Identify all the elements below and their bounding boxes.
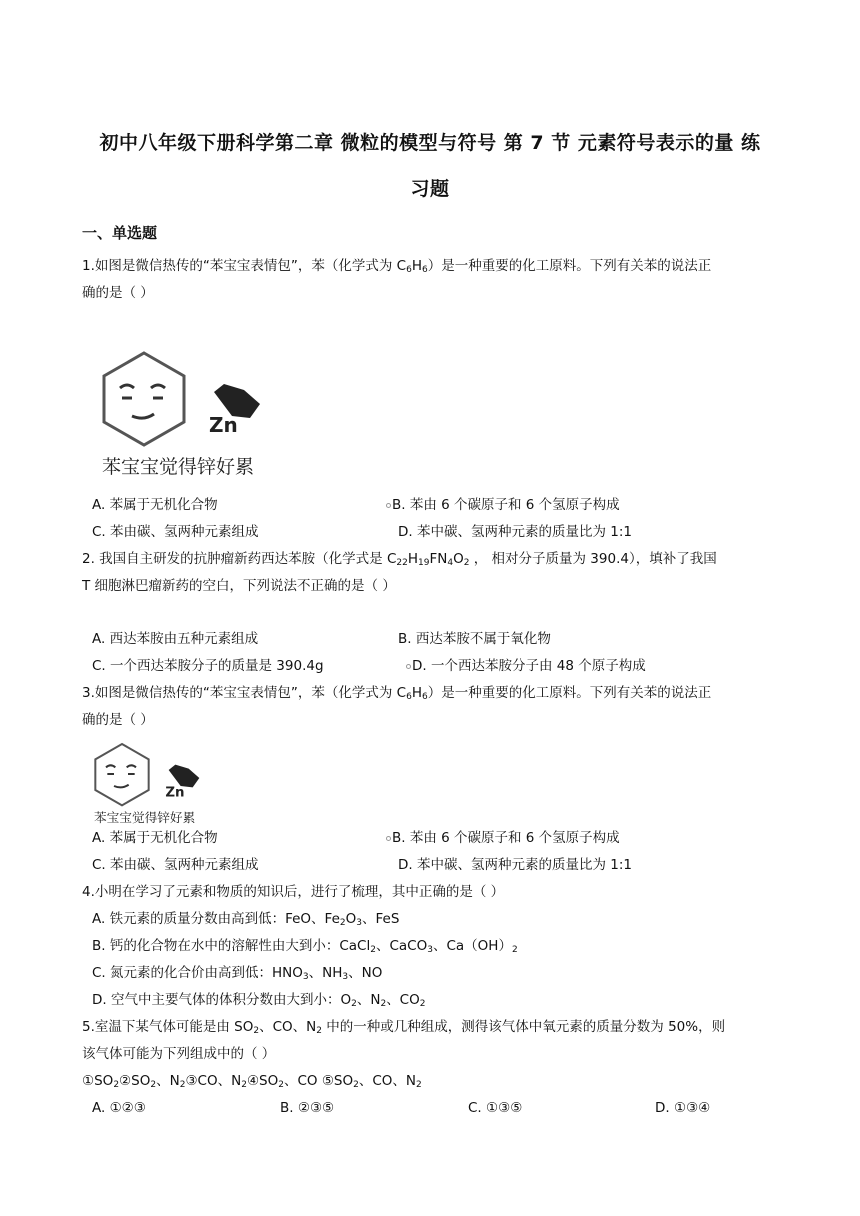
svg-text:苯宝宝觉得锌好累: 苯宝宝觉得锌好累 bbox=[102, 456, 255, 478]
q4-stem: 4.小明在学习了元素和物质的知识后，进行了梳理，其中正确的是（ ） bbox=[82, 884, 505, 900]
svg-text:Zn: Zn bbox=[209, 413, 238, 437]
q3-stem-line-1: 3.如图是微信热传的“苯宝宝表情包”，苯（化学式为 $C_6H_6$）是一种重要的化工原料。下列有关苯的说法正 bbox=[82, 685, 712, 702]
q4-option-c[interactable]: C. 氮元素的化合价由高到低：$HNO_3$、$NH_3$、NO bbox=[92, 965, 383, 982]
q3-option-c[interactable]: C. 苯由碳、氢两种元素组成 bbox=[92, 857, 259, 873]
q5-option-c[interactable]: C. ①③⑤ bbox=[468, 1100, 523, 1116]
q3-option-b[interactable]: B. 苯由 6 个碳原子和 6 个氢原子构成 bbox=[386, 828, 620, 848]
marker-dot-icon bbox=[406, 664, 411, 669]
q5-stem-line-2: 该气体可能为下列组成中的（ ） bbox=[82, 1046, 276, 1062]
q5-option-a[interactable]: A. ①②③ bbox=[92, 1100, 146, 1116]
q2-stem-line-1: 2. 我国自主研发的抗肿瘤新药西达苯胺（化学式是 $C_{22}H_{19}FN_4O_2$ ， 相对分子质量为 390.4），填补了我国 bbox=[82, 551, 717, 568]
q1-stem-line-1: 1.如图是微信热传的“苯宝宝表情包”，苯（化学式为 $C_6H_6$）是一种重要的化工原料。下列有关苯的说法正 bbox=[82, 258, 712, 275]
section-heading: 一、单选题 bbox=[82, 224, 158, 242]
q1-option-b[interactable]: B. 苯由 6 个碳原子和 6 个氢原子构成 bbox=[386, 495, 620, 515]
q4-option-d[interactable]: D. 空气中主要气体的体积分数由大到小：$O_2$、$N_2$、$CO_2$ bbox=[92, 992, 426, 1009]
q3-stem-line-2: 确的是（ ） bbox=[82, 712, 154, 728]
q4-option-b[interactable]: B. 钙的化合物在水中的溶解性由大到小：CaCl$_2$、CaCO$_3$、$Ca(OH)_2$ bbox=[92, 938, 518, 955]
benzene-emoji-image-small bbox=[90, 742, 210, 824]
q1-option-d[interactable]: D. 苯中碳、氢两种元素的质量比为 1:1 bbox=[398, 524, 632, 540]
svg-text:Zn: Zn bbox=[165, 785, 185, 801]
q1-option-a[interactable]: A. 苯属于无机化合物 bbox=[92, 497, 218, 513]
q3-option-d[interactable]: D. 苯中碳、氢两种元素的质量比为 1:1 bbox=[398, 857, 632, 873]
q5-stem-line-1: 5.室温下某气体可能是由 $SO_2$、CO、$N_2$ 中的一种或几种组成，测得该气体中氧元素的质量分数为 50%，则 bbox=[82, 1019, 726, 1036]
benzene-emoji-image bbox=[96, 350, 276, 480]
q2-option-c[interactable]: C. 一个西达苯胺分子的质量是 390.4g bbox=[92, 658, 324, 674]
marker-dot-icon bbox=[386, 503, 391, 508]
title-line-2: 习题 bbox=[410, 178, 450, 200]
q1-option-c[interactable]: C. 苯由碳、氢两种元素组成 bbox=[92, 524, 259, 540]
q2-stem-line-2: T 细胞淋巴瘤新药的空白，下列说法不正确的是（ ） bbox=[82, 578, 396, 594]
marker-dot-icon bbox=[386, 836, 391, 841]
q4-option-a[interactable]: A. 铁元素的质量分数由高到低：FeO、$Fe_2O_3$、FeS bbox=[92, 911, 400, 928]
svg-text:苯宝宝觉得锌好累: 苯宝宝觉得锌好累 bbox=[94, 810, 196, 824]
q5-choice-list: $①SO_2②SO_2$、$N_2③CO$、$N_2④SO_2$、CO $⑤SO_2$、CO、$N_2$ bbox=[82, 1073, 422, 1090]
q2-option-a[interactable]: A. 西达苯胺由五种元素组成 bbox=[92, 631, 259, 647]
q3-option-a[interactable]: A. 苯属于无机化合物 bbox=[92, 830, 218, 846]
title-line-1: 初中八年级下册科学第二章 微粒的模型与符号 第 7 节 元素符号表示的量 练 bbox=[99, 132, 761, 154]
q5-option-d[interactable]: D. ①③④ bbox=[655, 1100, 711, 1116]
q2-option-d[interactable]: D. 一个西达苯胺分子由 48 个原子构成 bbox=[406, 656, 646, 676]
q2-option-b[interactable]: B. 西达苯胺不属于氧化物 bbox=[398, 631, 551, 647]
q5-option-b[interactable]: B. ②③⑤ bbox=[280, 1100, 335, 1116]
q1-stem-line-2: 确的是（ ） bbox=[82, 285, 154, 301]
